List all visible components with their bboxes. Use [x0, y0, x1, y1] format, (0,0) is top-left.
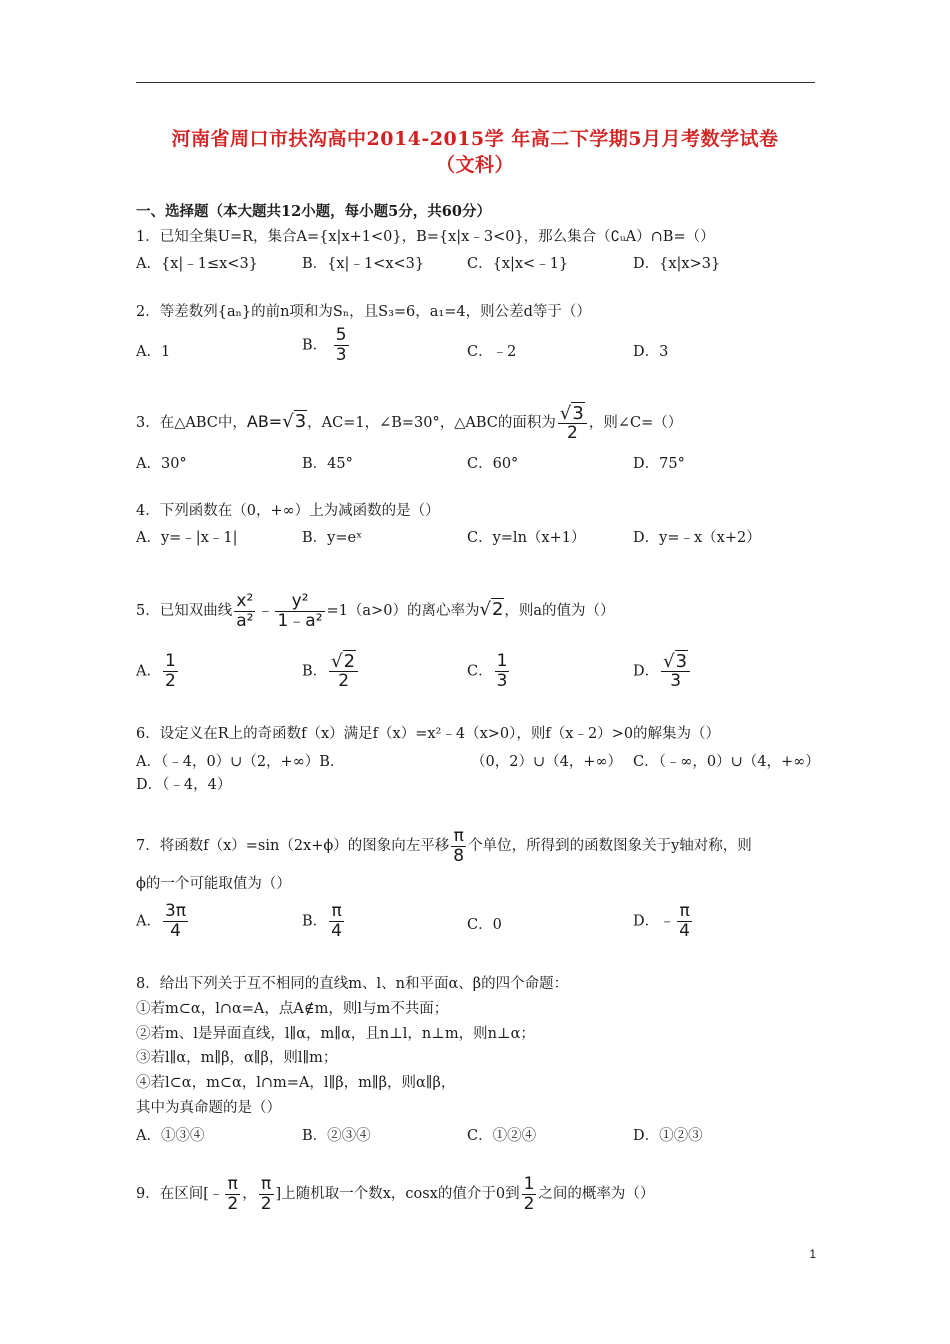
q1-option-c: C．{x|x<﹣1} — [467, 256, 569, 272]
question-5-stem: 5．已知双曲线 $\frac{\text{x²}}{\text{a²}}$ ﹣ $\frac{\text{y²}}{\text{1﹣a²}}$ =1（a>0）的离心率为√2，则a的值为（） — [136, 590, 615, 631]
interval-right: $\frac{\pi}{2}$ — [260, 1173, 272, 1214]
q4-option-d: D．y=﹣x（x+2） — [633, 530, 761, 546]
question-8-stem: 8．给出下列关于互不相同的直线m、l、n和平面α、β的四个命题： — [136, 976, 569, 992]
hyperbola-y-term: $\frac{\text{y²}}{\text{1﹣a²}}$ — [277, 590, 323, 631]
q2-option-b: B． $\frac{5}{3}$ — [302, 325, 347, 365]
question-3-stem: 3．在△ABC中，AB=√3，AC=1，∠B=30°，△ABC的面积为 $\frac{√3}{2}$ ，则∠C=（） — [136, 402, 683, 443]
q8-option-c: C．①②④ — [467, 1128, 537, 1144]
q6-option-c: C．（﹣∞，0）∪（4，+∞） — [633, 754, 820, 770]
question-4-stem: 4．下列函数在（0，+∞）上为减函数的是（） — [136, 503, 440, 519]
q2-b-fraction: $\frac{5}{3}$ — [335, 325, 347, 365]
q3-option-b: B．45° — [302, 456, 353, 472]
question-1-stem: 1．已知全集U=R，集合A={x|x+1<0}，B={x|x﹣3<0}，那么集合（∁ᵤA）∩B=（） — [136, 229, 715, 245]
q7-option-d: D．﹣ $\frac{\pi}{4}$ — [633, 901, 690, 941]
q8-option-b: B．②③④ — [302, 1128, 371, 1144]
q4-option-b: B．y=eˣ — [302, 530, 363, 546]
q5-option-d: D． $\frac{√3}{3}$ — [633, 652, 692, 691]
sqrt-3: √3 — [282, 411, 307, 432]
half-fraction: $\frac{1}{2}$ — [523, 1173, 535, 1214]
q6-option-d: D．（﹣4，4） — [136, 777, 232, 793]
q8-proposition-3: ③若l∥α，m∥β，α∥β，则l∥m； — [136, 1050, 338, 1066]
question-7-stem: 7．将函数f（x）=sin（2x+ϕ）的图象向左平移 $\frac{\pi}{8}$ 个单位，所得到的函数图象关于y轴对称，则 — [136, 825, 752, 866]
q6-option-a: A．（﹣4，0）∪（2，+∞）B． — [136, 754, 345, 770]
question-2-stem: 2．等差数列{aₙ}的前n项和为Sₙ，且S₃=6，a₁=4，则公差d等于（） — [136, 304, 591, 320]
q1-option-b: B．{x|﹣1<x<3} — [302, 256, 425, 272]
q3-option-c: C．60° — [467, 456, 519, 472]
q6-option-b: （0，2）∪（4，+∞） — [471, 754, 623, 770]
q5-option-c: C． $\frac{1}{3}$ — [467, 651, 508, 691]
q1-option-d: D．{x|x>3} — [633, 256, 721, 272]
section-heading: 一、选择题（本大题共12小题，每小题5分，共60分） — [136, 203, 491, 220]
q1-option-a: A．{x|﹣1≤x<3} — [136, 256, 258, 272]
q8-proposition-1: ①若m⊂α，l∩α=A，点A∉m，则l与m不共面； — [136, 1001, 449, 1017]
question-6-stem: 6．设定义在R上的奇函数f（x）满足f（x）=x²﹣4（x>0），则f（x﹣2）>0的解集为（） — [136, 726, 721, 742]
question-9-stem: 9．在区间[﹣ $\frac{\pi}{2}$ ， $\frac{\pi}{2}$ ]上随机取一个数x，cosx的值介于0到 $\frac{1}{2}$ 之间的概率为（） — [136, 1173, 655, 1214]
document-title: 河南省周口市扶沟高中2014-2015学 年高二下学期5月月考数学试卷 — [171, 128, 779, 150]
area-fraction: $\frac{√3}{2}$ — [558, 404, 587, 443]
q8-option-d: D．①②③ — [633, 1128, 703, 1144]
shift-fraction: $\frac{\pi}{8}$ — [453, 825, 465, 866]
q2-option-d: D．3 — [633, 344, 669, 360]
q3-option-a: A．30° — [136, 456, 187, 472]
q4-option-a: A．y=﹣|x﹣1| — [136, 530, 238, 546]
q5-option-a: A． $\frac{1}{2}$ — [136, 651, 176, 691]
q2-option-c: C．﹣2 — [467, 344, 517, 360]
interval-left: $\frac{\pi}{2}$ — [227, 1173, 239, 1214]
q4-option-c: C．y=ln（x+1） — [467, 530, 586, 546]
q8-ask: 其中为真命题的是（） — [136, 1100, 281, 1116]
page-number: 1 — [809, 1247, 816, 1261]
q7-option-c: C．0 — [467, 917, 502, 933]
q8-proposition-4: ④若l⊂α，m⊂α，l∩m=A，l∥β，m∥β，则α∥β， — [136, 1075, 456, 1091]
q5-option-b: B． $\frac{√2}{2}$ — [302, 652, 360, 691]
q7-option-b: B． $\frac{\pi}{4}$ — [302, 901, 342, 941]
q3-option-d: D．75° — [633, 456, 685, 472]
q8-proposition-2: ②若m、l是异面直线，l∥α，m∥α，且n⊥l，n⊥m，则n⊥α； — [136, 1026, 535, 1042]
document-subtitle: （文科） — [435, 154, 514, 176]
sqrt-2: √2 — [479, 599, 504, 620]
header-rule — [136, 82, 815, 83]
hyperbola-x-term: $\frac{\text{x²}}{\text{a²}}$ — [236, 590, 254, 631]
q8-option-a: A．①③④ — [136, 1128, 205, 1144]
question-7-stem-2: ϕ的一个可能取值为（） — [136, 876, 291, 892]
q2-option-a: A．1 — [136, 344, 171, 360]
q7-option-a: A． $\frac{3\pi}{4}$ — [136, 901, 187, 941]
